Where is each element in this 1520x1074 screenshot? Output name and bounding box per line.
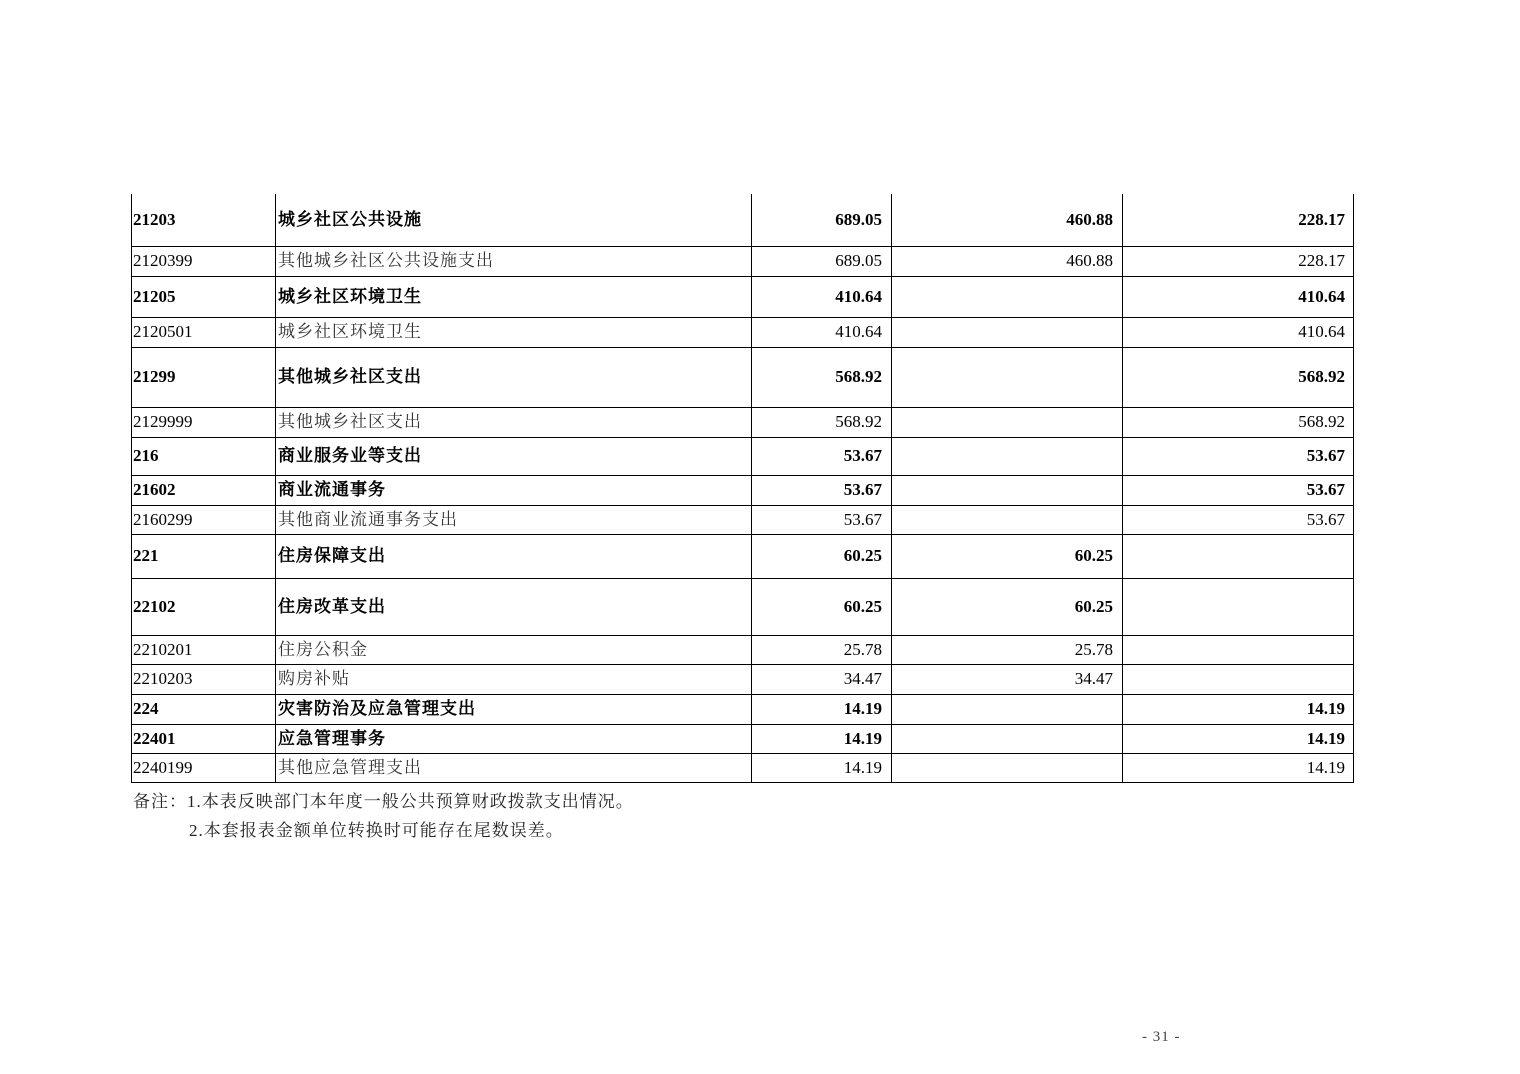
row-code: 221 [132, 534, 276, 578]
row-code: 2240199 [132, 753, 276, 782]
page-number: - 31 - [1142, 1029, 1181, 1045]
row-code: 2120501 [132, 317, 276, 347]
row-project-expenditure: 53.67 [1123, 437, 1354, 475]
row-project-expenditure: 53.67 [1123, 475, 1354, 505]
table-row [132, 246, 1354, 276]
budget-expenditure-table [131, 194, 1354, 783]
row-name: 其他城乡社区支出 [276, 407, 752, 437]
row-basic-expenditure: 460.88 [892, 194, 1123, 246]
table-row [132, 635, 1354, 664]
row-total: 410.64 [752, 276, 892, 317]
row-basic-expenditure [892, 753, 1123, 782]
row-name: 住房改革支出 [276, 578, 752, 635]
row-project-expenditure: 228.17 [1123, 194, 1354, 246]
table-row [132, 437, 1354, 475]
row-code: 2120399 [132, 246, 276, 276]
table-row [132, 407, 1354, 437]
row-code: 21602 [132, 475, 276, 505]
row-code: 216 [132, 437, 276, 475]
row-project-expenditure [1123, 664, 1354, 694]
row-name: 其他城乡社区公共设施支出 [276, 246, 752, 276]
row-basic-expenditure: 34.47 [892, 664, 1123, 694]
row-name: 购房补贴 [276, 664, 752, 694]
row-project-expenditure: 14.19 [1123, 694, 1354, 724]
row-basic-expenditure [892, 694, 1123, 724]
row-total: 60.25 [752, 534, 892, 578]
row-project-expenditure [1123, 534, 1354, 578]
row-basic-expenditure [892, 317, 1123, 347]
table-row [132, 664, 1354, 694]
row-name: 城乡社区环境卫生 [276, 317, 752, 347]
row-basic-expenditure [892, 475, 1123, 505]
row-total: 14.19 [752, 753, 892, 782]
table-row [132, 753, 1354, 782]
row-basic-expenditure [892, 347, 1123, 407]
row-code: 2160299 [132, 505, 276, 534]
row-name: 住房公积金 [276, 635, 752, 664]
row-project-expenditure: 568.92 [1123, 347, 1354, 407]
row-basic-expenditure [892, 437, 1123, 475]
row-project-expenditure: 568.92 [1123, 407, 1354, 437]
row-project-expenditure: 14.19 [1123, 724, 1354, 753]
row-name: 灾害防治及应急管理支出 [276, 694, 752, 724]
row-total: 568.92 [752, 407, 892, 437]
row-total: 53.67 [752, 505, 892, 534]
table-row [132, 475, 1354, 505]
row-basic-expenditure: 60.25 [892, 534, 1123, 578]
row-code: 224 [132, 694, 276, 724]
row-basic-expenditure: 60.25 [892, 578, 1123, 635]
row-basic-expenditure: 25.78 [892, 635, 1123, 664]
row-project-expenditure: 14.19 [1123, 753, 1354, 782]
table-row [132, 194, 1354, 246]
row-total: 53.67 [752, 475, 892, 505]
row-project-expenditure [1123, 578, 1354, 635]
table-row [132, 724, 1354, 753]
row-name: 城乡社区环境卫生 [276, 276, 752, 317]
row-project-expenditure [1123, 635, 1354, 664]
table-row [132, 534, 1354, 578]
row-name: 应急管理事务 [276, 724, 752, 753]
row-code: 22401 [132, 724, 276, 753]
table-row [132, 505, 1354, 534]
row-total: 60.25 [752, 578, 892, 635]
row-name: 其他商业流通事务支出 [276, 505, 752, 534]
row-basic-expenditure [892, 505, 1123, 534]
note-line-2: 2.本套报表金额单位转换时可能存在尾数误差。 [189, 821, 564, 840]
note-line-1: 备注：1.本表反映部门本年度一般公共预算财政拨款支出情况。 [133, 792, 634, 811]
table-body [132, 194, 1354, 782]
row-code: 21205 [132, 276, 276, 317]
row-total: 689.05 [752, 246, 892, 276]
row-code: 2210203 [132, 664, 276, 694]
row-total: 689.05 [752, 194, 892, 246]
row-code: 21299 [132, 347, 276, 407]
row-total: 14.19 [752, 694, 892, 724]
row-basic-expenditure [892, 276, 1123, 317]
table-row [132, 694, 1354, 724]
row-basic-expenditure: 460.88 [892, 246, 1123, 276]
row-total: 14.19 [752, 724, 892, 753]
row-project-expenditure: 228.17 [1123, 246, 1354, 276]
row-total: 568.92 [752, 347, 892, 407]
row-name: 商业服务业等支出 [276, 437, 752, 475]
row-code: 21203 [132, 194, 276, 246]
row-name: 商业流通事务 [276, 475, 752, 505]
row-basic-expenditure [892, 407, 1123, 437]
row-basic-expenditure [892, 724, 1123, 753]
table-notes [133, 787, 634, 845]
row-total: 410.64 [752, 317, 892, 347]
row-name: 其他城乡社区支出 [276, 347, 752, 407]
row-name: 住房保障支出 [276, 534, 752, 578]
row-name: 其他应急管理支出 [276, 753, 752, 782]
row-code: 2129999 [132, 407, 276, 437]
row-project-expenditure: 410.64 [1123, 276, 1354, 317]
row-total: 53.67 [752, 437, 892, 475]
row-code: 2210201 [132, 635, 276, 664]
row-name: 城乡社区公共设施 [276, 194, 752, 246]
table-row [132, 276, 1354, 317]
table-row [132, 347, 1354, 407]
row-project-expenditure: 410.64 [1123, 317, 1354, 347]
row-total: 34.47 [752, 664, 892, 694]
table-row [132, 317, 1354, 347]
row-total: 25.78 [752, 635, 892, 664]
table-row [132, 578, 1354, 635]
row-project-expenditure: 53.67 [1123, 505, 1354, 534]
row-code: 22102 [132, 578, 276, 635]
